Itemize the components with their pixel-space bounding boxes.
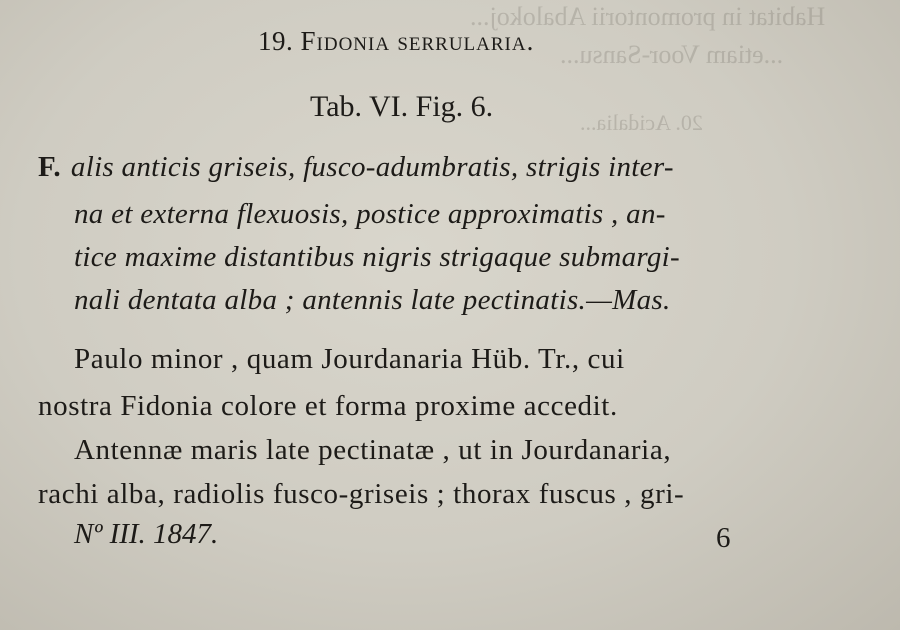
issue-footer: Nº III. 1847. — [74, 518, 219, 550]
species-name: serrularia. — [397, 26, 535, 56]
diagnosis-line: tice maxime distantibus nigris strigaque submargi- — [74, 241, 680, 273]
description-line: nostra Fidonia colore et forma proxime accedit. — [38, 390, 618, 422]
diagnosis-line — [38, 153, 674, 182]
species-number: 19. — [258, 26, 294, 56]
show-through-text: Habitat in promontorii Abalokoj... — [470, 2, 826, 31]
diagnosis-lead: F. — [38, 151, 61, 183]
show-through-text: 20. Acidalia... — [580, 110, 703, 135]
show-through-text: ...etiam Voor-Sansu... — [560, 40, 784, 69]
diagnosis-line: na et externa flexuosis, postice approximatis , an- — [74, 198, 666, 230]
signature-mark: 6 — [716, 522, 731, 554]
description-line: rachi alba, radiolis fusco-griseis ; thorax fuscus , gri- — [38, 478, 685, 510]
description-line: Antennæ maris late pectinatæ , ut in Jourdanaria, — [74, 434, 672, 466]
genus-name: Fidonia — [300, 26, 391, 56]
diagnosis-line: nali dentata alba ; antennis late pectinatis.—Mas. — [74, 284, 671, 316]
plate-reference: Tab. VI. Fig. 6. — [310, 90, 494, 123]
diagnosis-text: alis anticis griseis, fusco-adumbratis, strigis inter- — [70, 151, 674, 183]
species-heading — [258, 28, 534, 55]
description-line: Paulo minor , quam Jourdanaria Hüb. Tr., cui — [74, 343, 625, 375]
